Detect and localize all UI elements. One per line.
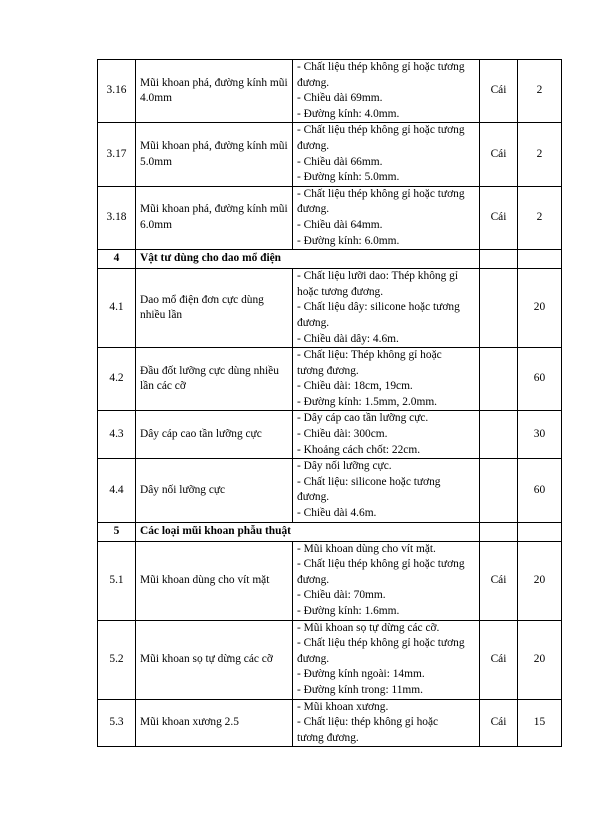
empty-unit-cell <box>480 250 518 269</box>
item-quantity: 2 <box>518 123 562 186</box>
spec-line: - Chiều dài 66mm. <box>297 155 383 168</box>
item-quantity: 2 <box>518 186 562 249</box>
spec-line: - Chất liệu: Thép không gỉ hoặc <box>297 349 442 362</box>
item-name: Mũi khoan phá, đường kính mũi 6.0mm <box>136 186 293 249</box>
spec-line: - Chất liệu thép không gỉ hoặc tương <box>297 558 465 571</box>
spec-line: - Dây cáp cao tần lưỡng cực. <box>297 412 429 425</box>
item-quantity: 20 <box>518 269 562 348</box>
spec-line: - Chất liệu dây: silicone hoặc tương <box>297 301 460 314</box>
item-number: 5.3 <box>98 699 136 747</box>
item-specification <box>293 411 480 459</box>
item-unit: Cái <box>480 60 518 123</box>
item-quantity: 15 <box>518 699 562 747</box>
item-unit <box>480 411 518 459</box>
item-name: Mũi khoan phá, đường kính mũi 4.0mm <box>136 60 293 123</box>
spec-line: - Chiều dài 4.6m. <box>297 507 377 520</box>
item-number: 3.17 <box>98 123 136 186</box>
item-unit: Cái <box>480 541 518 620</box>
item-specification <box>293 269 480 348</box>
spec-line: - Mũi khoan xương. <box>297 700 389 713</box>
item-specification <box>293 123 480 186</box>
equipment-spec-table <box>97 59 562 747</box>
spec-line: - Mũi khoan sọ tự dừng các cỡ. <box>297 621 440 634</box>
spec-line: đương. <box>297 316 330 329</box>
spec-line: - Đường kính trong: 11mm. <box>297 683 423 696</box>
spec-line: đương. <box>297 139 330 152</box>
section-header-row <box>98 250 562 269</box>
item-unit <box>480 348 518 411</box>
spec-line: đương. <box>297 203 330 216</box>
item-unit <box>480 459 518 522</box>
item-specification <box>293 348 480 411</box>
item-name: Dao mổ điện đơn cực dùng nhiều lần <box>136 269 293 348</box>
item-number: 3.18 <box>98 186 136 249</box>
item-unit: Cái <box>480 186 518 249</box>
item-specification <box>293 186 480 249</box>
spec-line: - Khoảng cách chốt: 22cm. <box>297 443 421 456</box>
item-name: Dây cáp cao tần lưỡng cực <box>136 411 293 459</box>
spec-line: - Chất liệu: silicone hoặc tương <box>297 475 441 488</box>
section-number: 4 <box>98 250 136 269</box>
spec-line: tương đương. <box>297 364 359 377</box>
item-unit: Cái <box>480 123 518 186</box>
spec-line: - Đường kính ngoài: 14mm. <box>297 668 425 681</box>
spec-line: - Chất liệu thép không gỉ hoặc tương <box>297 124 465 137</box>
spec-line: - Chất liệu thép không gỉ hoặc tương <box>297 61 465 73</box>
section-title: Vật tư dùng cho dao mổ điện <box>136 250 480 269</box>
spec-line: - Đường kính: 1.6mm. <box>297 605 400 617</box>
item-name: Mũi khoan phá, đường kính mũi 5.0mm <box>136 123 293 186</box>
spec-line: - Đường kính: 1.5mm, 2.0mm. <box>297 395 438 408</box>
spec-line: đương. <box>297 652 330 665</box>
spec-line: - Mũi khoan dùng cho vít mặt. <box>297 542 436 555</box>
item-quantity: 30 <box>518 411 562 459</box>
item-name: Dây nối lưỡng cực <box>136 459 293 522</box>
spec-line: - Đường kính: 4.0mm. <box>297 107 400 120</box>
item-specification <box>293 541 480 620</box>
spec-line: - Chiều dài 64mm. <box>297 218 383 231</box>
spec-line: đương. <box>297 76 330 89</box>
spec-line: - Chất liệu: thép không gỉ hoặc <box>297 716 439 729</box>
table-row <box>98 411 562 459</box>
item-name: Mũi khoan xương 2.5 <box>136 699 293 747</box>
table-row <box>98 348 562 411</box>
spec-line: - Chất liệu thép không gỉ hoặc tương <box>297 187 465 200</box>
spec-line: - Dây nối lưỡng cực. <box>297 460 392 473</box>
item-quantity: 20 <box>518 620 562 699</box>
item-name: Đầu đốt lưỡng cực dùng nhiều lần các cỡ <box>136 348 293 411</box>
item-number: 4.2 <box>98 348 136 411</box>
item-number: 3.16 <box>98 60 136 123</box>
item-quantity: 60 <box>518 459 562 522</box>
spec-line: tương đương. <box>297 731 359 744</box>
item-number: 5.1 <box>98 541 136 620</box>
section-header-row <box>98 522 562 541</box>
table-row <box>98 60 562 123</box>
item-number: 4.1 <box>98 269 136 348</box>
spec-line: - Chất liệu lưỡi dao: Thép không gỉ <box>297 270 458 283</box>
table-row <box>98 269 562 348</box>
item-quantity: 2 <box>518 60 562 123</box>
table-row <box>98 186 562 249</box>
spec-line: - Chiều dài: 300cm. <box>297 428 388 441</box>
item-unit <box>480 269 518 348</box>
item-unit: Cái <box>480 699 518 747</box>
empty-unit-cell <box>480 522 518 541</box>
spec-line: - Chiều dài dây: 4.6m. <box>297 332 399 345</box>
spec-line: - Chất liệu thép không gỉ hoặc tương <box>297 637 465 650</box>
section-number: 5 <box>98 522 136 541</box>
item-number: 4.3 <box>98 411 136 459</box>
item-quantity: 20 <box>518 541 562 620</box>
table-row <box>98 123 562 186</box>
spec-line: - Đường kính: 5.0mm. <box>297 171 400 184</box>
item-number: 4.4 <box>98 459 136 522</box>
item-name: Mũi khoan dùng cho vít mặt <box>136 541 293 620</box>
table-row <box>98 459 562 522</box>
item-specification <box>293 60 480 123</box>
table-row <box>98 620 562 699</box>
spec-line: - Chiều dài: 18cm, 19cm. <box>297 380 413 393</box>
item-name: Mũi khoan sọ tự dừng các cỡ <box>136 620 293 699</box>
spec-line: - Chiều dài: 70mm. <box>297 589 386 602</box>
item-number: 5.2 <box>98 620 136 699</box>
item-unit: Cái <box>480 620 518 699</box>
spec-line: đương. <box>297 491 330 504</box>
empty-qty-cell <box>518 250 562 269</box>
section-title: Các loại mũi khoan phẫu thuật <box>136 522 480 541</box>
item-specification <box>293 459 480 522</box>
item-specification <box>293 620 480 699</box>
spec-line: đương. <box>297 573 330 586</box>
spec-line: - Đường kính: 6.0mm. <box>297 234 400 247</box>
table-row <box>98 699 562 747</box>
spec-line: - Chiều dài 69mm. <box>297 92 383 105</box>
spec-line: hoặc tương đương. <box>297 285 384 298</box>
item-specification <box>293 699 480 747</box>
empty-qty-cell <box>518 522 562 541</box>
table-row <box>98 541 562 620</box>
item-quantity: 60 <box>518 348 562 411</box>
table-body <box>98 60 562 747</box>
